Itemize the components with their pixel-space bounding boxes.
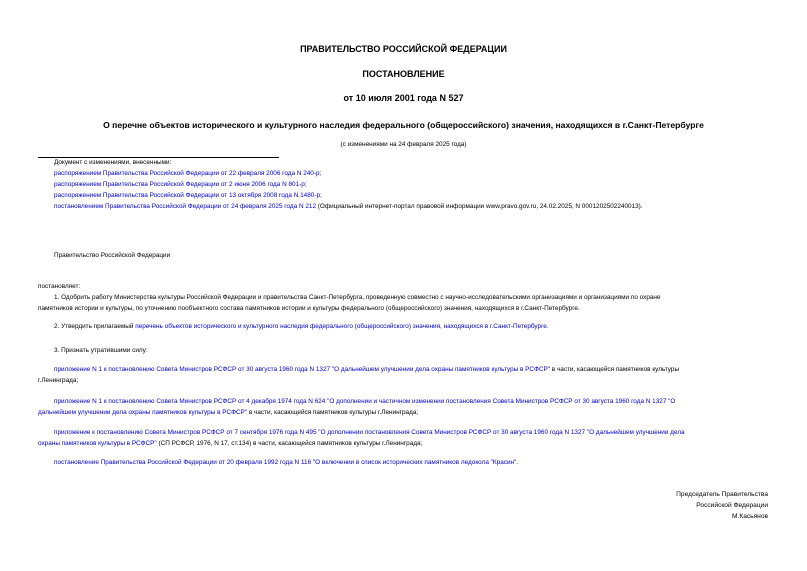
document-type: ПОСТАНОВЛЕНИЕ [362, 69, 445, 79]
change-link[interactable]: распоряжением Правительства Российской Федерации от 13 октября 2008 года N 1480-р; [54, 192, 322, 199]
repealed-item-3 [54, 428, 769, 438]
repealed-link[interactable]: приложение N 1 к постановлению Совета Министров РСФСР от 4 декабря 1974 года N 624 "О дополнении и частичном изменении постановления Совета Министров РСФСР от 30 августа 1960 года N 1327 "О [54, 398, 676, 405]
resolves-text: постановляет: [38, 283, 81, 290]
paragraph-1-line-2: памятников истории и культуры, по уточнению пообъектного состава памятников истории и культуры федерального (общероссийского) значения, находящихся в г.Санкт-Петербурге. [38, 305, 580, 312]
approved-list-link[interactable]: перечень объектов исторического и культурного наследия федерального (общероссийского) значения, находящихся в г.Санкт-Петербурге [135, 323, 547, 330]
repealed-item-1-cont: г.Ленинграда; [38, 377, 79, 384]
change-source-note: (Официальный интернет-портал правовой информации www.pravo.gov.ru, 24.02.2025, N 0001202502240013). [316, 203, 643, 210]
change-link[interactable]: распоряжением Правительства Российской Федерации от 2 июня 2006 года N 801-р; [54, 181, 307, 188]
paragraph-1-line-1: 1. Одобрить работу Министерства культуры Российской Федерации и правительства Санкт-Петербурга, проведенную совместно с научно-исследовательскими организациями и организациями по охране [54, 294, 661, 301]
change-item [54, 180, 307, 190]
government-heading: ПРАВИТЕЛЬСТВО РОССИЙСКОЙ ФЕДЕРАЦИИ [300, 44, 507, 54]
document-title: О перечне объектов исторического и культурного наследия федерального (общероссийского) значения, находящихся в г.Санкт-Петербурге [103, 120, 704, 130]
signature-position: Председатель Правительства [676, 491, 768, 498]
change-item [54, 202, 643, 212]
paragraph-2: 2. Утвердить прилагаемый перечень объектов исторического и культурного наследия федерального (общероссийского) значения, находящихся в г.Санкт-Петербурге. [54, 323, 549, 330]
signature-position-2: Российской Федерации [696, 502, 768, 509]
change-link[interactable]: постановлением Правительства Российской Федерации от 24 февраля 2025 года N 212 [54, 203, 317, 210]
repealed-item-4: постановление Правительства Российской Федерации от 20 февраля 1992 года N 116 "О включении в список исторических памятников ледокола "Красин". [54, 459, 519, 466]
change-item [54, 191, 322, 201]
repealed-link-cont[interactable]: охраны памятников культуры в РСФСР" [38, 440, 157, 447]
change-item [54, 169, 321, 179]
signature-name: М.Касьянов [732, 513, 768, 520]
repealed-item-2-cont: дальнейшем улучшении дела охраны памятников культуры в РСФСР" в части, касающейся памятников культуры г.Ленинграда; [38, 409, 419, 416]
repealed-link[interactable]: приложение к постановлению Совета Министров РСФСР от 7 сентября 1976 года N 495 "О дополнении постановления Совета Министров РСФСР от 30 августа 1960 года N 1327 "О дальнейшем улучшении дела [54, 429, 685, 436]
changes-intro: Документ с изменениями, внесенными: [54, 159, 172, 166]
revision-note: (с изменениями на 24 февраля 2025 года) [340, 141, 467, 148]
repealed-item-2 [54, 397, 769, 407]
repealed-link-cont[interactable]: дальнейшем улучшении дела охраны памятников культуры в РСФСР" [38, 409, 248, 416]
change-link[interactable]: распоряжением Правительства Российской Федерации от 22 февраля 2006 года N 240-р; [54, 170, 322, 177]
repealed-item-1: приложение N 1 к постановлению Совета Министров РСФСР от 30 августа 1960 года N 1327 "О дальнейшем улучшении дела охраны памятников культуры в РСФСР" в части, касающейся памятников культуры [54, 366, 680, 373]
issuer: Правительство Российской Федерации [54, 252, 171, 259]
repealed-link[interactable]: постановление Правительства Российской Федерации от 20 февраля 1992 года N 116 "О включении в список исторических памятников ледокола "Красин" [54, 459, 517, 466]
document-date-number: от 10 июля 2001 года N 527 [343, 93, 464, 103]
paragraph-3: 3. Признать утратившими силу: [54, 347, 148, 354]
repealed-item-3-cont: охраны памятников культуры в РСФСР" (СП РСФСР, 1976, N 17, ст.134) в части, касающейся памятников культуры г.Ленинграда; [38, 440, 423, 447]
repealed-link[interactable]: приложение N 1 к постановлению Совета Министров РСФСР от 30 августа 1960 года N 1327 "О дальнейшем улучшении дела охраны памятников культуры в РСФСР" [54, 366, 550, 373]
